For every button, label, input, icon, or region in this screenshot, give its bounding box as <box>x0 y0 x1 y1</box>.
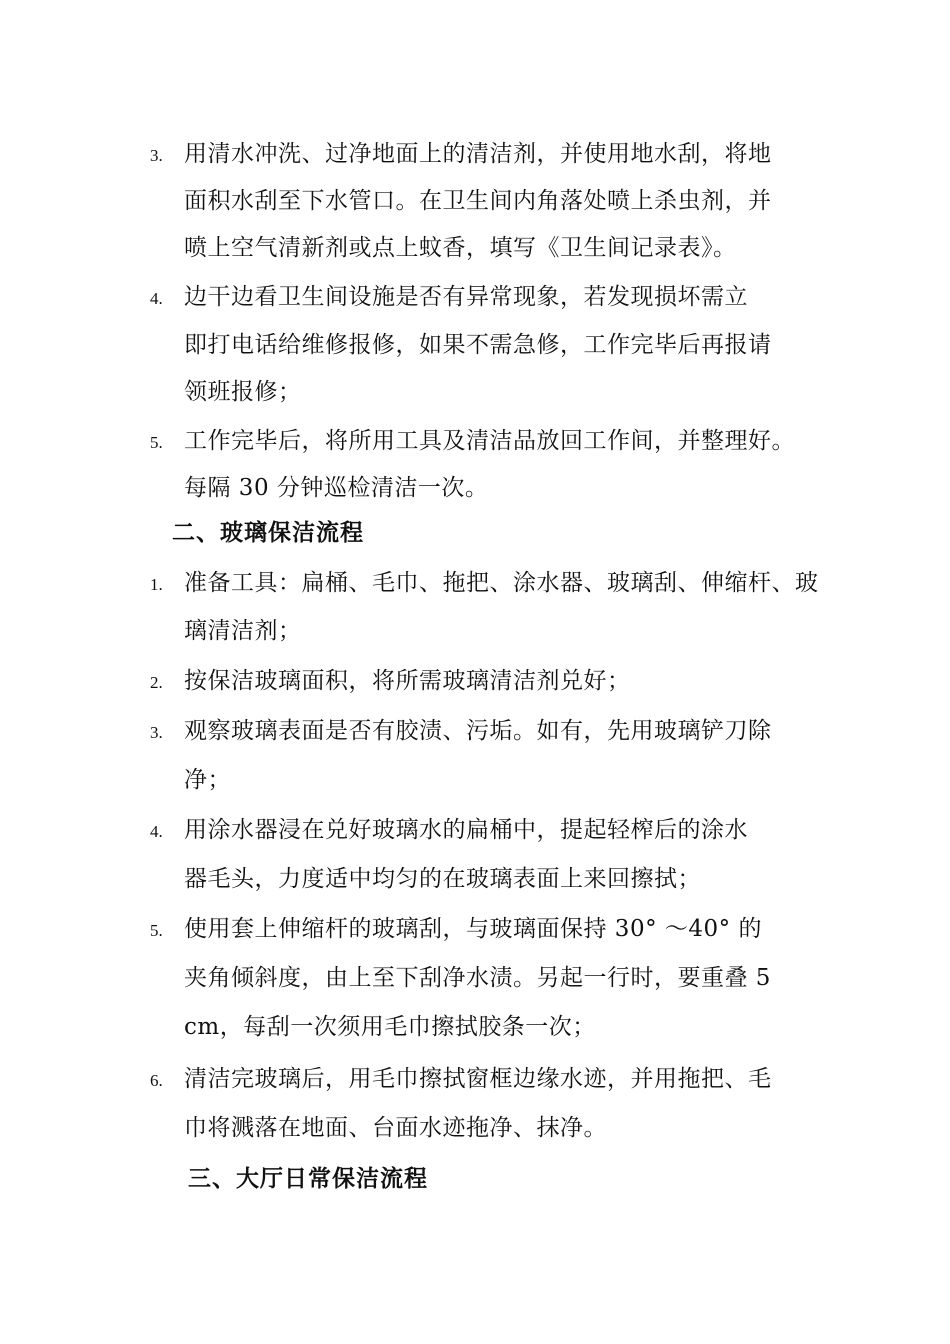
section-heading: 三、大厅日常保洁流程 <box>188 1166 428 1192</box>
item-text-line: 面积水刮至下水管口。在卫生间内角落处喷上杀虫剂，并 <box>184 188 772 214</box>
item-text-line: 喷上空气清新剂或点上蚊香，填写《卫生间记录表》。 <box>184 235 737 261</box>
item-text-line: 每隔 30 分钟巡检清洁一次。 <box>184 475 489 501</box>
item-text-line: 观察玻璃表面是否有胶渍、污垢。如有，先用玻璃铲刀除 <box>184 718 772 744</box>
item-number: 1. <box>150 575 163 594</box>
item-text-line: 器毛头，力度适中均匀的在玻璃表面上来回擦拭； <box>184 866 701 892</box>
item-text-line: 领班报修； <box>184 379 302 405</box>
item-text-line: 工作完毕后，将所用工具及清洁品放回工作间，并整理好。 <box>184 428 795 454</box>
item-number: 5. <box>150 433 163 452</box>
item-text-line: 准备工具：扁桶、毛巾、拖把、涂水器、玻璃刮、伸缩杆、玻 <box>184 570 819 596</box>
item-number: 2. <box>150 673 163 692</box>
item-text-line: 使用套上伸缩杆的玻璃刮，与玻璃面保持 30° ～40° 的 <box>184 916 762 942</box>
item-number: 6. <box>150 1071 163 1090</box>
item-text-line: 璃清洁剂； <box>184 618 302 644</box>
item-number: 3. <box>150 723 163 742</box>
item-text-line: 清洁完玻璃后，用毛巾擦拭窗框边缘水迹，并用拖把、毛 <box>184 1066 772 1092</box>
item-text-line: 夹角倾斜度，由上至下刮净水渍。另起一行时，要重叠 5 <box>184 965 771 991</box>
item-text-line: 用涂水器浸在兑好玻璃水的扁桶中，提起轻榨后的涂水 <box>184 817 748 843</box>
section-heading: 二、玻璃保洁流程 <box>172 520 364 546</box>
item-text-line: 巾将溅落在地面、台面水迹拖净、抹净。 <box>184 1115 607 1141</box>
item-text-line: 即打电话给维修报修，如果不需急修，工作完毕后再报请 <box>184 332 772 358</box>
item-number: 5. <box>150 921 163 940</box>
item-text-line: 边干边看卫生间设施是否有异常现象，若发现损坏需立 <box>184 284 748 310</box>
item-number: 3. <box>150 146 163 165</box>
item-number: 4. <box>150 289 163 308</box>
item-text-line: cm，每刮一次须用毛巾擦拭胶条一次； <box>184 1014 596 1040</box>
item-text-line: 用清水冲洗、过净地面上的清洁剂，并使用地水刮，将地 <box>184 141 772 167</box>
item-number: 4. <box>150 822 163 841</box>
item-text-line: 按保洁玻璃面积，将所需玻璃清洁剂兑好； <box>184 668 631 694</box>
item-text-line: 净； <box>184 767 231 793</box>
